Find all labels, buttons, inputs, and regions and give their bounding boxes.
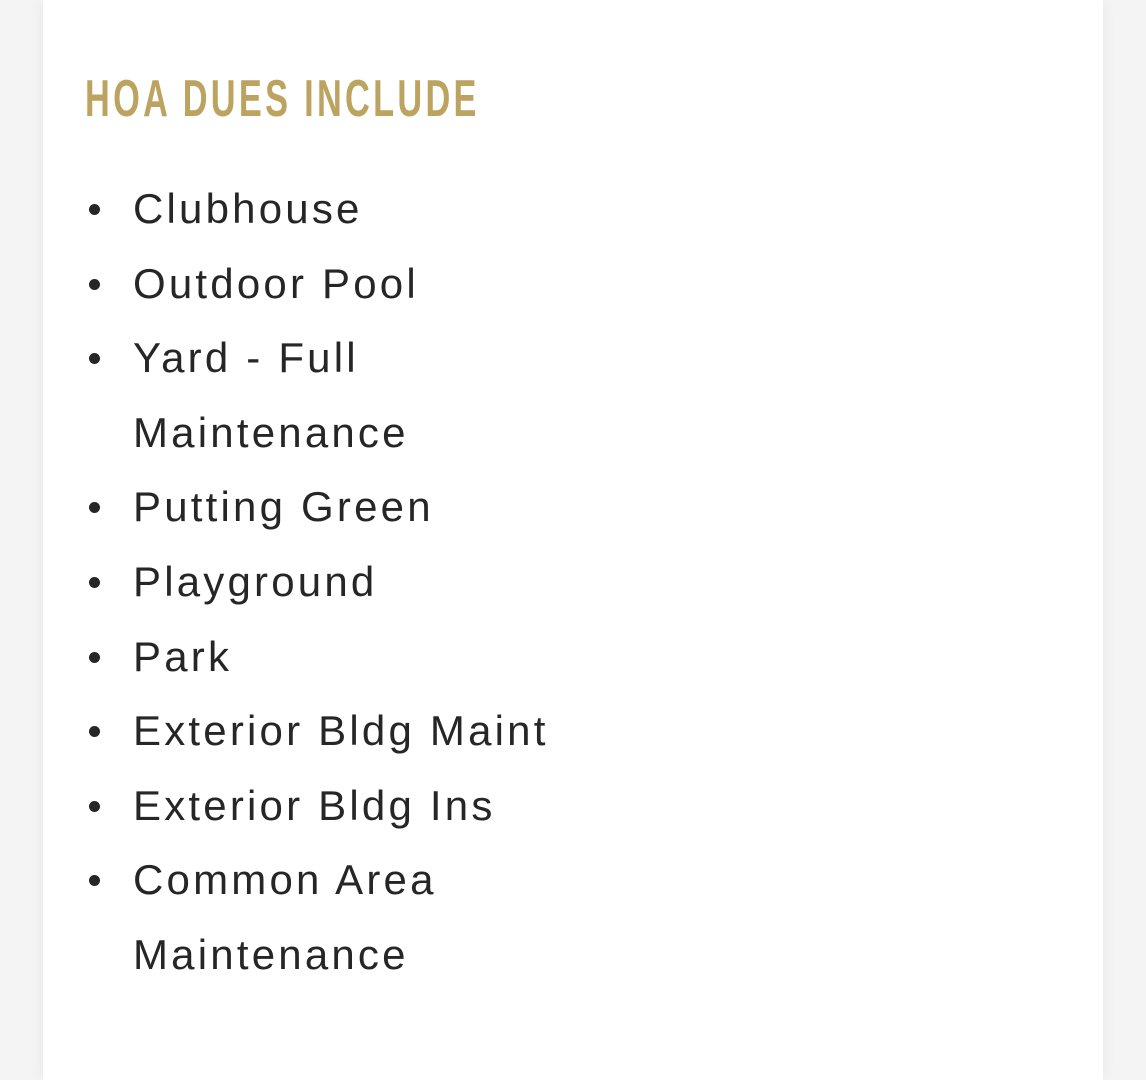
list-item-label: Exterior Bldg Ins bbox=[133, 781, 496, 829]
list-item-label: Common Area Maintenance bbox=[133, 856, 437, 978]
bullet-icon bbox=[89, 652, 100, 663]
bullet-icon bbox=[89, 353, 100, 364]
list-item-label: Exterior Bldg Maint bbox=[133, 707, 549, 755]
bullet-icon bbox=[89, 726, 100, 737]
list-item bbox=[85, 172, 605, 247]
list-item-label: Park bbox=[133, 632, 233, 680]
list-item-label: Outdoor Pool bbox=[133, 259, 419, 307]
list-item bbox=[85, 247, 605, 322]
section-heading: HOA DUES INCLUDE bbox=[85, 70, 480, 128]
bullet-icon bbox=[89, 279, 100, 290]
bullet-icon bbox=[89, 502, 100, 513]
list-item-label: Putting Green bbox=[133, 483, 434, 531]
bullet-icon bbox=[89, 577, 100, 588]
hoa-dues-list bbox=[85, 172, 605, 993]
list-item bbox=[85, 470, 605, 545]
bullet-icon bbox=[89, 204, 100, 215]
list-item bbox=[85, 321, 605, 470]
list-item bbox=[85, 843, 605, 992]
list-item bbox=[85, 545, 605, 620]
list-item-label: Clubhouse bbox=[133, 185, 363, 232]
list-item-label: Playground bbox=[133, 557, 378, 605]
list-item bbox=[85, 769, 605, 844]
list-item-label: Yard - Full Maintenance bbox=[133, 334, 409, 456]
list-item bbox=[85, 694, 605, 769]
bullet-icon bbox=[89, 875, 100, 886]
hoa-dues-card bbox=[43, 0, 1103, 1080]
list-item bbox=[85, 620, 605, 695]
bullet-icon bbox=[89, 801, 100, 812]
